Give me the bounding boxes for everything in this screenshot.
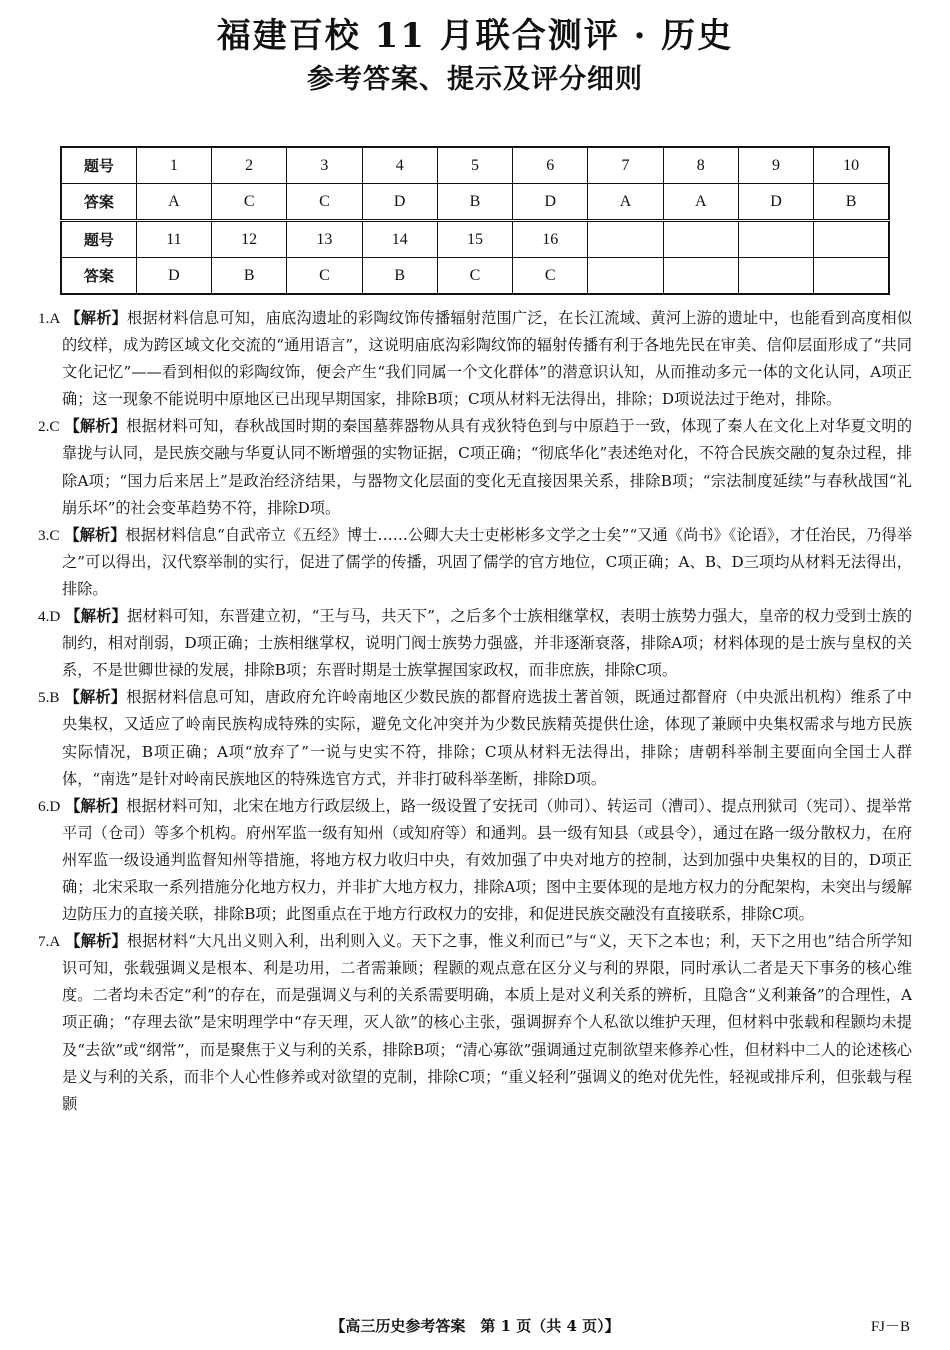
explanation-item (38, 522, 912, 603)
table-row-numbers-2 (61, 221, 889, 258)
item-text: 根据材料信息“自武帝立《五经》博士……公卿大夫士吏彬彬多文学之士矣”“又通《尚书》《论语》，才任治民，乃得举之”可以得出，汉代察举制的实行，促进了儒学的传播，巩固了儒学的官方地位，C项正确；A、B、D三项均从材料无法得出，排除。 (62, 525, 913, 598)
item-text: 根据材料可知，春秋战国时期的秦国墓葬器物从具有戎狄特色到与中原趋于一致，体现了秦人在文化上对华夏文明的靠拢与认同，是民族交融与华夏认同不断增强的实物证据，C项正确；“彻底华化”表述绝对化，不符合民族交融的复杂过程，排除A项；“国力后来居上”是政治经济结果，与器物文化层面的变化无直接因果关系，排除B项；“宗法制度延续”与春秋战国“礼崩乐坏”的社会变革趋势不符，排除D项。 (62, 417, 913, 517)
empty-cell (663, 258, 738, 295)
explanation-list (38, 305, 912, 1118)
question-number-cell: 16 (513, 221, 588, 258)
answer-cell: B (437, 184, 512, 221)
explanation-item (38, 793, 912, 928)
item-number: 6.D (38, 797, 61, 815)
item-number: 4.D (38, 608, 61, 626)
answer-cell: C (287, 258, 362, 295)
row-label-number: 题号 (61, 147, 136, 184)
answer-cell: A (663, 184, 738, 221)
answer-cell: B (814, 184, 889, 221)
answer-cell: B (362, 258, 437, 295)
empty-cell (588, 221, 663, 258)
empty-cell (738, 258, 813, 295)
item-text: 据材料可知，东晋建立初，“王与马，共天下”，之后多个士族相继掌权，表明士族势力强大，皇帝的权力受到士族的制约，相对削弱，D项正确；士族相继掌权，说明门阀士族势力强盛，并非逐渐衰落，排除A项；材料体现的是士族与皇权的关系，不是世卿世禄的发展，排除B项；东晋时期是士族掌握国家政权，而非庶族，排除C项。 (62, 607, 913, 680)
empty-cell (663, 221, 738, 258)
question-number-cell: 4 (362, 147, 437, 184)
empty-cell (814, 221, 889, 258)
question-number-cell: 3 (287, 147, 362, 184)
question-number-cell: 10 (814, 147, 889, 184)
empty-cell (588, 258, 663, 295)
question-number-cell: 8 (663, 147, 738, 184)
question-number-cell: 11 (136, 221, 211, 258)
table-row-answers-2 (61, 258, 889, 295)
question-number-cell: 9 (738, 147, 813, 184)
answer-cell: C (513, 258, 588, 295)
explanation-item (38, 305, 912, 413)
page-footer: 【高三历史参考答案 第 1 页（共 4 页）】 (330, 1317, 620, 1335)
item-text: 根据材料“大凡出义则入利，出利则入义。天下之事，惟义利而已”与“义，天下之本也；利，天下之用也”结合所学知识可知，张载强调义是根本、利是功用，二者需兼顾；程颢的观点意在区分义与利的界限，同时承认二者是天下事务的核心维度。二者均未否定“利”的存在，而是强调义与利的关系需要明确，本质上是对义利关系的辨析，且隐含“义利兼备”的合理性，A项正确；“存理去欲”是宋明理学中“存天理，灭人欲”的核心主张，强调摒弃个人私欲以维护天理，但材料中张载和程颢均未提及“去欲”或“纲常”，而是聚焦于义与利的关系，排除B项；“清心寡欲”强调通过克制欲望来修养心性，但材料中二人的论述核心是义与利的关系，而非个人心性修养或对欲望的克制，排除C项；“重义轻利”强调义的绝对优先性，轻视或排斥利，但张载与程颢 (62, 932, 913, 1113)
empty-cell (814, 258, 889, 295)
row-label-answer: 答案 (61, 184, 136, 221)
item-number: 3.C (38, 526, 60, 544)
explanation-item (38, 413, 912, 521)
page-title: 福建百校 11 月联合测评 · 历史 (216, 16, 734, 56)
table-row-numbers-1 (61, 147, 889, 184)
answer-cell: A (588, 184, 663, 221)
explanation-item (38, 928, 912, 1118)
answer-cell: D (362, 184, 437, 221)
answer-cell: D (513, 184, 588, 221)
question-number-cell: 1 (136, 147, 211, 184)
item-tag: 【解析】 (64, 417, 127, 436)
item-tag: 【解析】 (65, 796, 127, 815)
item-number: 1.A (38, 310, 61, 327)
item-tag: 【解析】 (65, 607, 127, 626)
question-number-cell: 7 (588, 147, 663, 184)
row-label-number: 题号 (61, 221, 136, 258)
answer-cell: D (738, 184, 813, 221)
question-number-cell: 5 (437, 147, 512, 184)
item-text: 根据材料信息可知，唐政府允许岭南地区少数民族的都督府选拔土著首领，既通过都督府（中央派出机构）维系了中央集权，又适应了岭南民族构成特殊的实际，避免文化冲突并为少数民族精英提供仕途，体现了兼顾中央集权需求与地方民族实际情况，B项正确；A项“放弃了”一说与史实不符，排除；C项从材料无法得出，排除；唐朝科举制主要面向全国士人群体，“南选”是针对岭南民族地区的特殊选官方式，并非打破科举垄断，排除D项。 (62, 688, 913, 788)
empty-cell (738, 221, 813, 258)
item-tag: 【解析】 (65, 932, 127, 951)
answer-cell: C (287, 184, 362, 221)
item-number: 7.A (38, 933, 61, 951)
answer-cell: C (212, 184, 287, 221)
question-number-cell: 12 (212, 221, 287, 258)
page-subtitle: 参考答案、提示及评分细则 (307, 64, 643, 95)
item-number: 5.B (38, 689, 60, 707)
item-text: 根据材料可知，北宋在地方行政层级上，路一级设置了安抚司（帅司）、转运司（漕司）、提点刑狱司（宪司）、提举常平司（仓司）等多个机构。府州军监一级有知州（或知府等）和通判。县一级有知县（或县令），通过在路一级分散权力，在府州军监一级设通判监督知州等措施，将地方权力收归中央，有效加强了中央对地方的控制，达到加强中央集权的目的，D项正确；北宋采取一系列措施分化地方权力，并非扩大地方权力，排除A项；图中主要体现的是地方权力的分配架构，未突出与缓解边防压力的直接关联，排除B项；此图重点在于地方行政权力的安排，和促进民族交融没有直接联系，排除C项。 (62, 796, 913, 924)
footer-code: FJ－B (870, 1319, 910, 1335)
item-number: 2.C (38, 418, 60, 436)
item-tag: 【解析】 (65, 309, 127, 327)
question-number-cell: 15 (437, 221, 512, 258)
question-number-cell: 6 (513, 147, 588, 184)
answer-cell: B (212, 258, 287, 295)
question-number-cell: 13 (287, 221, 362, 258)
explanation-item (38, 684, 912, 792)
answer-cell: C (437, 258, 512, 295)
item-tag: 【解析】 (64, 688, 127, 707)
question-number-cell: 14 (362, 221, 437, 258)
item-tag: 【解析】 (64, 525, 126, 544)
answer-cell: A (136, 184, 211, 221)
answer-table (60, 146, 890, 295)
table-row-answers-1 (61, 184, 889, 221)
explanation-item (38, 603, 912, 684)
question-number-cell: 2 (212, 147, 287, 184)
answer-cell: D (136, 258, 211, 295)
row-label-answer: 答案 (61, 258, 136, 295)
item-text: 根据材料信息可知，庙底沟遗址的彩陶纹饰传播辐射范围广泛，在长江流域、黄河上游的遗址中，也能看到高度相似的纹样，成为跨区域文化交流的“通用语言”，这说明庙底沟彩陶纹饰的辐射传播有利于各地先民在审美、信仰层面形成了“共同文化记忆”——看到相似的彩陶纹饰，便会产生“我们同属一个文化群体”的潜意识认知，从而推动多元一体的文化认同，A项正确；这一现象不能说明中原地区已出现早期国家，排除B项；C项从材料无法得出，排除；D项说法过于绝对，排除。 (62, 309, 913, 409)
